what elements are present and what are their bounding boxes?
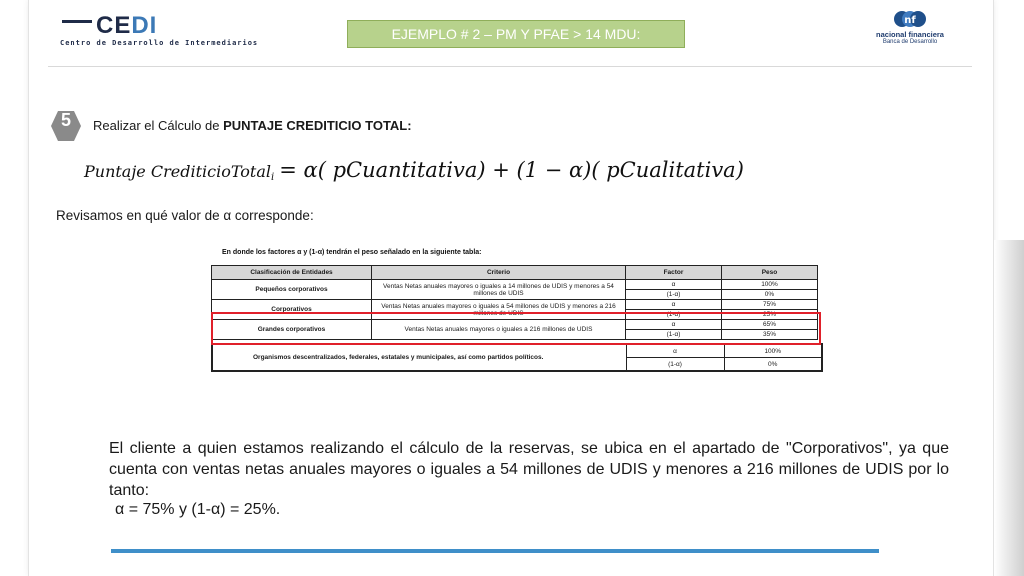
review-text: Revisamos en qué valor de α corresponde: bbox=[56, 208, 314, 223]
nafin-tagline: Banca de Desarrollo bbox=[882, 39, 938, 45]
weight-cell: 0% bbox=[722, 290, 818, 300]
criterion-cell: Ventas Netas anuales mayores o iguales a 14 millones de UDIS y menores a 54 millones de UDIS bbox=[372, 280, 626, 300]
weight-cell: 0% bbox=[724, 358, 822, 372]
svg-text:nf: nf bbox=[904, 15, 916, 26]
score-formula bbox=[84, 158, 744, 183]
factor-cell: α bbox=[626, 300, 722, 310]
entity-cell: Pequeños corporativos bbox=[212, 280, 372, 300]
weight-cell: 35% bbox=[722, 330, 818, 340]
weight-cell: 100% bbox=[722, 280, 818, 290]
factor-table-image bbox=[211, 249, 823, 372]
table-row bbox=[212, 300, 818, 310]
table-header-row bbox=[212, 266, 818, 280]
footer-rule bbox=[111, 549, 879, 553]
factor-cell: (1-α) bbox=[626, 310, 722, 320]
step-badge bbox=[50, 110, 82, 142]
header-cell: Factor bbox=[626, 266, 722, 280]
weight-cell: 65% bbox=[722, 320, 818, 330]
nafin-logo bbox=[855, 8, 965, 52]
logo-wordmark: CEDI bbox=[96, 12, 158, 39]
factor-cell: (1-α) bbox=[626, 290, 722, 300]
entity-cell: Grandes corporativos bbox=[212, 320, 372, 340]
alpha-result: α = 75% y (1-α) = 25%. bbox=[115, 501, 281, 518]
slide-title: EJEMPLO # 2 – PM Y PFAE > 14 MDU: bbox=[347, 20, 685, 48]
nafin-name: nacional financiera bbox=[876, 30, 944, 39]
right-edge-shadow bbox=[994, 240, 1024, 576]
factor-cell: α bbox=[626, 320, 722, 330]
weight-cell: 25% bbox=[722, 310, 818, 320]
header-cell: Clasificación de Entidades bbox=[212, 266, 372, 280]
table-row bbox=[212, 344, 822, 358]
formula-rhs: = α( pCuantitativa) + (1 − α)( pCualitativa) bbox=[279, 158, 744, 182]
formula-lhs: Puntaje CrediticioTotal bbox=[84, 162, 271, 181]
factor-cell: α bbox=[626, 280, 722, 290]
step-instruction: Realizar el Cálculo de PUNTAJE CREDITICIO TOTAL: bbox=[93, 118, 412, 133]
logo-accent-bar bbox=[62, 20, 92, 23]
factor-cell: (1-α) bbox=[626, 358, 724, 372]
cedi-logo bbox=[58, 12, 259, 52]
corporativos-highlight-box bbox=[211, 312, 821, 345]
criterion-cell: Ventas Netas anuales mayores o iguales a 216 millones de UDIS bbox=[372, 320, 626, 340]
org-table bbox=[211, 343, 823, 372]
table-row bbox=[212, 280, 818, 290]
nafin-emblem-icon bbox=[893, 8, 927, 30]
logo-subtitle: Centro de Desarrollo de Intermediarios bbox=[60, 39, 259, 47]
criterion-cell: Ventas Netas anuales mayores o iguales a 54 millones de UDIS y menores a 216 millones de UDIS bbox=[372, 300, 626, 320]
table-caption: En donde los factores α y (1-α) tendrán el peso señalado en la siguiente tabla: bbox=[222, 249, 482, 256]
factor-cell: α bbox=[626, 344, 724, 358]
header-cell: Criterio bbox=[372, 266, 626, 280]
factor-cell: (1-α) bbox=[626, 330, 722, 340]
conclusion-paragraph: El cliente a quien estamos realizando el cálculo de la reservas, se ubica en el apartado de "Corporativos", ya que cuenta con ventas netas anuales mayores o iguales a 54 millones de UDIS y menores a 216 millones de UDIS por lo tanto: bbox=[109, 440, 949, 499]
weight-cell: 75% bbox=[722, 300, 818, 310]
step-number: 5 bbox=[60, 110, 71, 130]
formula-subscript: i bbox=[270, 172, 275, 183]
header-cell: Peso bbox=[722, 266, 818, 280]
weight-cell: 100% bbox=[724, 344, 822, 358]
step-instruction-bold: PUNTAJE CREDITICIO TOTAL: bbox=[223, 118, 412, 133]
entity-cell: Organismos descentralizados, federales, estatales y municipales, así como partidos políticos. bbox=[212, 344, 626, 371]
entity-cell: Corporativos bbox=[212, 300, 372, 320]
